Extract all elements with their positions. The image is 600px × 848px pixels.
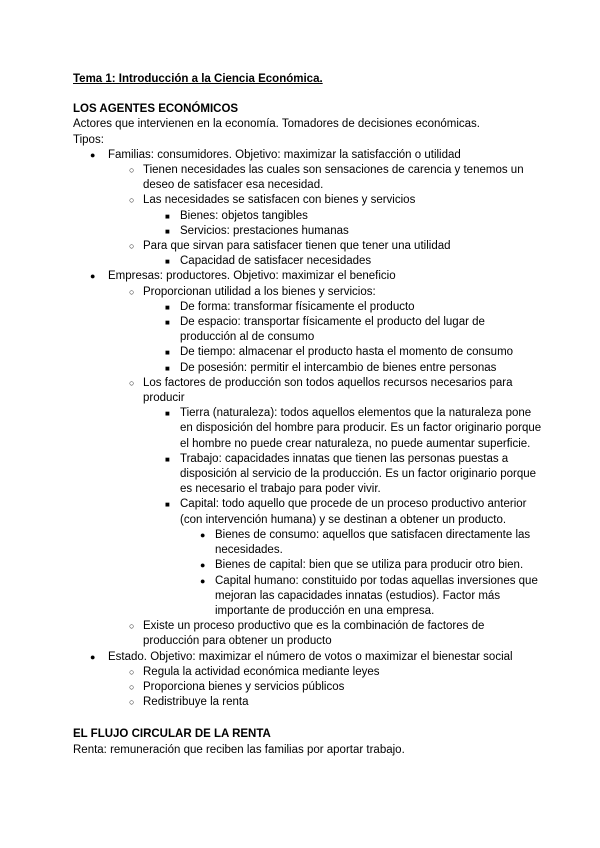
- square-bullet-icon: ■: [165, 348, 170, 358]
- list-item: [73, 452, 543, 498]
- list-item-text: Bienes: objetos tangibles: [180, 209, 308, 222]
- list-item-text: De posesión: permitir el intercambio de bienes entre personas: [180, 361, 497, 374]
- list-item-text: Tienen necesidades las cuales son sensaciones de carencia y tenemos un deseo de satisfacer esa necesidad.: [143, 164, 524, 192]
- list-item: [73, 497, 543, 527]
- list-item-text: Tierra (naturaleza): todos aquellos elementos que la naturaleza pone en disposición del hombre para producir. Es un factor originario porque el hombre no puede crear naturaleza, no puede aumentar superficie.: [180, 407, 542, 450]
- circle-bullet-icon: ○: [129, 286, 135, 297]
- list-item-text: Servicios: prestaciones humanas: [180, 224, 349, 237]
- list-item: [73, 254, 543, 269]
- disc-bullet-icon: ●: [200, 575, 206, 586]
- disc-bullet-icon: ●: [200, 529, 206, 540]
- list-item-text: Para que sirvan para satisfacer tienen que tener una utilidad: [143, 240, 451, 253]
- circle-bullet-icon: ○: [129, 195, 135, 206]
- list-item-text: Capacidad de satisfacer necesidades: [180, 255, 372, 268]
- list-item-text: De forma: transformar físicamente el producto: [180, 300, 415, 313]
- list-item: [73, 619, 543, 649]
- square-bullet-icon: ■: [165, 211, 170, 221]
- square-bullet-icon: ■: [165, 257, 170, 267]
- list-item-text: Estado. Objetivo: maximizar el número de votos o maximizar el bienestar social: [108, 650, 513, 663]
- list-item: [73, 406, 543, 452]
- disc-bullet-icon: ●: [90, 651, 96, 662]
- square-bullet-icon: ■: [165, 409, 170, 419]
- circle-bullet-icon: ○: [129, 681, 135, 692]
- section-heading-flujo: EL FLUJO CIRCULAR DE LA RENTA: [73, 728, 271, 741]
- list-item-text: Capital: todo aquello que procede de un proceso productivo anterior (con intervención humana) y se destinan a obtener un producto.: [180, 498, 527, 526]
- list-item-text: Existe un proceso productivo que es la combinación de factores de producción para obtener un producto: [143, 620, 485, 648]
- list-item: [73, 361, 543, 376]
- circle-bullet-icon: ○: [129, 621, 135, 632]
- list-item-text: Familias: consumidores. Objetivo: maximizar la satisfacción o utilidad: [108, 148, 461, 161]
- circle-bullet-icon: ○: [129, 697, 135, 708]
- disc-bullet-icon: ●: [90, 149, 96, 160]
- agents-list: [73, 148, 543, 711]
- list-item-text: Regula la actividad económica mediante leyes: [143, 665, 380, 678]
- square-bullet-icon: ■: [165, 226, 170, 236]
- list-item-text: De espacio: transportar físicamente el producto del lugar de producción al de consumo: [180, 316, 485, 344]
- list-item: [73, 209, 543, 224]
- list-item: [73, 193, 543, 208]
- tipos-label: Tipos:: [73, 133, 104, 146]
- disc-bullet-icon: ●: [200, 560, 206, 571]
- list-item-text: Proporcionan utilidad a los bienes y servicios:: [143, 285, 376, 298]
- square-bullet-icon: ■: [165, 363, 170, 373]
- list-item-text: Las necesidades se satisfacen con bienes y servicios: [143, 194, 416, 207]
- list-item-familias: [73, 148, 543, 163]
- list-item-text: Redistribuye la renta: [143, 696, 249, 709]
- circle-bullet-icon: ○: [129, 377, 135, 388]
- list-item: [73, 345, 543, 360]
- section-heading-agentes: LOS AGENTES ECONÓMICOS: [73, 103, 239, 116]
- list-item: [73, 528, 543, 558]
- circle-bullet-icon: ○: [129, 241, 135, 252]
- list-item-text: Capital humano: constituido por todas aquellas inversiones que mejoran las capacidades innatas (estudios). Factor más importante de producción en una empresa.: [215, 574, 538, 617]
- list-item-text: Proporciona bienes y servicios públicos: [143, 680, 345, 693]
- square-bullet-icon: ■: [165, 454, 170, 464]
- disc-bullet-icon: ●: [90, 271, 96, 282]
- square-bullet-icon: ■: [165, 302, 170, 312]
- list-item: [73, 239, 543, 254]
- list-item-empresas: [73, 269, 543, 284]
- list-item: [73, 163, 543, 193]
- list-item-text: Bienes de consumo: aquellos que satisfacen directamente las necesidades.: [215, 528, 531, 557]
- list-item-text: De tiempo: almacenar el producto hasta el momento de consumo: [180, 346, 514, 359]
- square-bullet-icon: ■: [165, 500, 170, 510]
- document-body: [73, 72, 543, 758]
- list-item: [73, 558, 543, 573]
- list-item-text: Trabajo: capacidades innatas que tienen las personas puestas a disposición al servicio de la producción. Es un factor originario porque es necesario el trabajo para poder vivir.: [180, 452, 537, 496]
- list-item: [73, 315, 543, 345]
- document-title: Tema 1: Introducción a la Ciencia Económica.: [73, 73, 323, 85]
- list-item: [73, 224, 543, 239]
- circle-bullet-icon: ○: [129, 165, 135, 176]
- list-item: [73, 285, 543, 300]
- list-item: [73, 376, 543, 406]
- list-item: [73, 680, 543, 695]
- list-item: [73, 695, 543, 710]
- list-item: [73, 665, 543, 680]
- square-bullet-icon: ■: [165, 318, 170, 328]
- list-item-text: Los factores de producción son todos aquellos recursos necesarios para producir: [143, 376, 513, 405]
- list-item-estado: [73, 650, 543, 665]
- list-item-text: Bienes de capital: bien que se utiliza para producir otro bien.: [215, 559, 524, 572]
- list-item: [73, 300, 543, 315]
- list-item: [73, 574, 543, 620]
- intro-text: Actores que intervienen en la economía. Tomadores de decisiones económicas.: [73, 118, 480, 131]
- list-item-text: Empresas: productores. Objetivo: maximizar el beneficio: [108, 270, 396, 283]
- circle-bullet-icon: ○: [129, 666, 135, 677]
- renta-text: Renta: remuneración que reciben las familias por aportar trabajo.: [73, 743, 405, 756]
